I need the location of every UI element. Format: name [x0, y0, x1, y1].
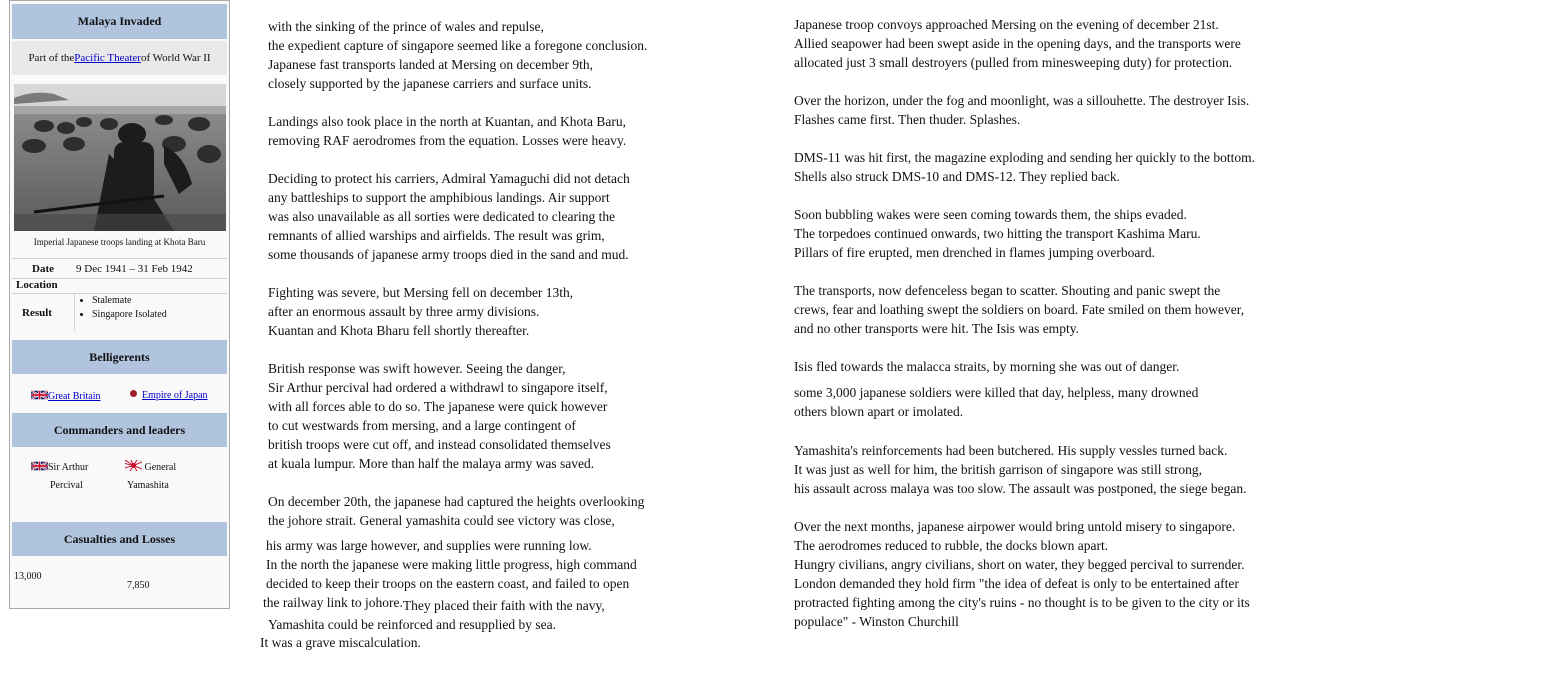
result-item: • Stalemate: [92, 294, 167, 308]
paragraph: [794, 441, 1247, 498]
text-line: to cut westwards from mersing, and a large contingent of: [268, 418, 576, 433]
text-line: some 3,000 japanese soldiers were killed that day, helpless, many drowned: [794, 385, 1199, 400]
text-line: The torpedoes continued onwards, two hitting the transport Kashima Maru.: [794, 226, 1201, 241]
date-value: 9 Dec 1941 – 31 Feb 1942: [76, 263, 193, 275]
pacific-theater-link[interactable]: Pacific Theater: [74, 52, 141, 64]
text-line: British response was swift however. Seeing the danger,: [268, 361, 566, 376]
text-line: some thousands of japanese army troops died in the sand and mud.: [268, 247, 629, 262]
text-fragment: They placed their faith with the navy,: [402, 598, 605, 613]
text-line: Japanese fast transports landed at Mersing on december 9th,: [268, 57, 594, 72]
part-of-suffix: of World War II: [140, 52, 211, 64]
paragraph: [268, 359, 611, 473]
troops-landing-image: [14, 84, 226, 231]
commander-name: Percival: [50, 480, 83, 491]
paragraph: [268, 17, 647, 93]
infobox-title: Malaya Invaded: [12, 4, 227, 39]
commander-name: Yamashita: [127, 480, 169, 491]
text-line: Over the next months, japanese airpower would bring untold misery to singapore.: [794, 519, 1236, 534]
text-line: Hungry civilians, angry civilians, short on water, they begged percival to surrender.: [794, 557, 1245, 572]
paragraph: [794, 357, 1179, 376]
japan-dot-icon: [130, 390, 137, 397]
text-line: Sir Arthur percival had ordered a withdrawl to singapore itself,: [268, 380, 608, 395]
text-line: and no other transports were hit. The Isis was empty.: [794, 321, 1079, 336]
infobox-photo: [14, 84, 226, 231]
text-line: removing RAF aerodromes from the equation. Losses were heavy.: [268, 133, 627, 148]
text-line: closely supported by the japanese carriers and surface units.: [268, 76, 592, 91]
text-line: was also unavailable as all sorties were dedicated to clearing the: [268, 209, 616, 224]
paragraph: [794, 517, 1250, 631]
text-line: at kuala lumpur. More than half the malaya army was saved.: [268, 456, 595, 471]
text-line: [263, 593, 637, 612]
belligerent-great-britain: [31, 390, 100, 402]
text-line: crews, fear and loathing swept the soldiers on board. Fate smiled on them however,: [794, 302, 1245, 317]
text-line: Yamashita could be reinforced and resupplied by sea.: [268, 617, 557, 632]
paragraph: [260, 536, 637, 650]
result-label: Result: [22, 307, 52, 319]
text-line: the expedient capture of singapore seemed like a foregone conclusion.: [268, 38, 648, 53]
empire-of-japan-link[interactable]: Empire of Japan: [142, 390, 208, 401]
text-line: Landings also took place in the north at Kuantan, and Khota Baru,: [268, 114, 627, 129]
paragraph: [268, 283, 573, 340]
text-line: his assault across malaya was too slow. The assault was postponed, the siege began.: [794, 481, 1247, 496]
text-line: with the sinking of the prince of wales and repulse,: [268, 19, 544, 34]
paragraph: [794, 383, 1198, 421]
date-label: Date: [32, 263, 54, 275]
text-line: Flashes came first. Then thuder. Splashes.: [794, 112, 1021, 127]
text-line: Over the horizon, under the fog and moonlight, was a sillouhette. The destroyer Isis.: [794, 93, 1250, 108]
rising-sun-flag-icon: [125, 460, 142, 471]
commander-name: Sir Arthur: [48, 462, 89, 473]
paragraph: [794, 281, 1244, 338]
belligerent-japan: [130, 390, 208, 401]
commander-yamashita: [125, 459, 176, 495]
text-line: Japanese troop convoys approached Mersing on the evening of december 21st.: [794, 17, 1219, 32]
infobox-part-of: [12, 41, 227, 75]
commanders-heading: Commanders and leaders: [12, 413, 227, 447]
belligerents-heading: Belligerents: [12, 340, 227, 374]
text-line: London demanded they hold firm "the idea of defeat is only to be entertained after: [794, 576, 1239, 591]
text-line: Deciding to protect his carriers, Admiral Yamaguchi did not detach: [268, 171, 630, 186]
text-line: On december 20th, the japanese had captured the heights overlooking: [268, 494, 645, 509]
paragraph: [268, 169, 630, 264]
part-of-prefix: Part of the: [28, 52, 75, 64]
paragraph: [794, 15, 1241, 72]
text-line: the johore strait. General yamashita could see victory was close,: [268, 513, 615, 528]
casualties-japan: 7,850: [127, 580, 150, 591]
text-line: allocated just 3 small destroyers (pulled from minesweeping duty) for protection.: [794, 55, 1233, 70]
result-item: • Singapore Isolated: [92, 308, 167, 322]
text-line: Allied seapower had been swept aside in the opening days, and the transports were: [794, 36, 1241, 51]
casualties-britain: 13,000: [14, 571, 42, 582]
paragraph: [794, 91, 1249, 129]
commander-percival: [31, 459, 88, 495]
photo-caption: Imperial Japanese troops landing at Khota Baru: [33, 237, 206, 247]
text-line: remnants of allied warships and airfields. The result was grim,: [268, 228, 605, 243]
text-line: Pillars of fire erupted, men drenched in flames jumping overboard.: [794, 245, 1156, 260]
text-line: british troops were cut off, and instead consolidated themselves: [268, 437, 611, 452]
text-line: Fighting was severe, but Mersing fell on december 13th,: [268, 285, 574, 300]
result-list: [64, 294, 167, 322]
text-fragment: the railway link to johore.: [263, 595, 403, 610]
text-line: protracted fighting among the city's ruins - no thought is to be given to the city or its: [794, 595, 1250, 610]
great-britain-link[interactable]: Great Britain: [48, 391, 101, 402]
paragraph: [794, 148, 1255, 186]
text-line: In the north the japanese were making little progress, high command: [266, 557, 637, 572]
text-line: after an enormous assault by three army divisions.: [268, 304, 540, 319]
text-line: decided to keep their troops on the eastern coast, and failed to open: [266, 576, 630, 591]
casualties-heading: Casualties and Losses: [12, 522, 227, 556]
text-line: The aerodromes reduced to rubble, the docks blown apart.: [794, 538, 1109, 553]
paragraph: [794, 205, 1201, 262]
text-line: Isis fled towards the malacca straits, by morning she was out of danger.: [794, 359, 1180, 374]
text-line: DMS-11 was hit first, the magazine exploding and sending her quickly to the bottom.: [794, 150, 1256, 165]
text-line: The transports, now defenceless began to scatter. Shouting and panic swept the: [794, 283, 1221, 298]
union-jack-icon: [31, 461, 48, 471]
text-line: others blown apart or imolated.: [794, 404, 964, 419]
text-line: his army was large however, and supplies were running low.: [266, 538, 592, 553]
location-label: Location: [16, 279, 58, 291]
paragraph: [268, 112, 626, 150]
text-line: Soon bubbling wakes were seen coming towards them, the ships evaded.: [794, 207, 1187, 222]
text-line: populace" - Winston Churchill: [794, 614, 959, 629]
commander-name: General: [144, 462, 177, 473]
text-line: with all forces able to do so. The japanese were quick however: [268, 399, 608, 414]
union-jack-icon: [31, 390, 48, 400]
text-line: It was just as well for him, the british garrison of singapore was still strong,: [794, 462, 1202, 477]
text-line: Kuantan and Khota Bharu fell shortly thereafter.: [268, 323, 530, 338]
text-line: Shells also struck DMS-10 and DMS-12. They replied back.: [794, 169, 1120, 184]
text-line: It was a grave miscalculation.: [260, 635, 421, 650]
paragraph: [268, 492, 644, 530]
text-line: Yamashita's reinforcements had been butchered. His supply vessles turned back.: [794, 443, 1228, 458]
infobox: [9, 0, 230, 609]
text-line: any battleships to support the amphibious landings. Air support: [268, 190, 610, 205]
divider: [12, 258, 227, 259]
